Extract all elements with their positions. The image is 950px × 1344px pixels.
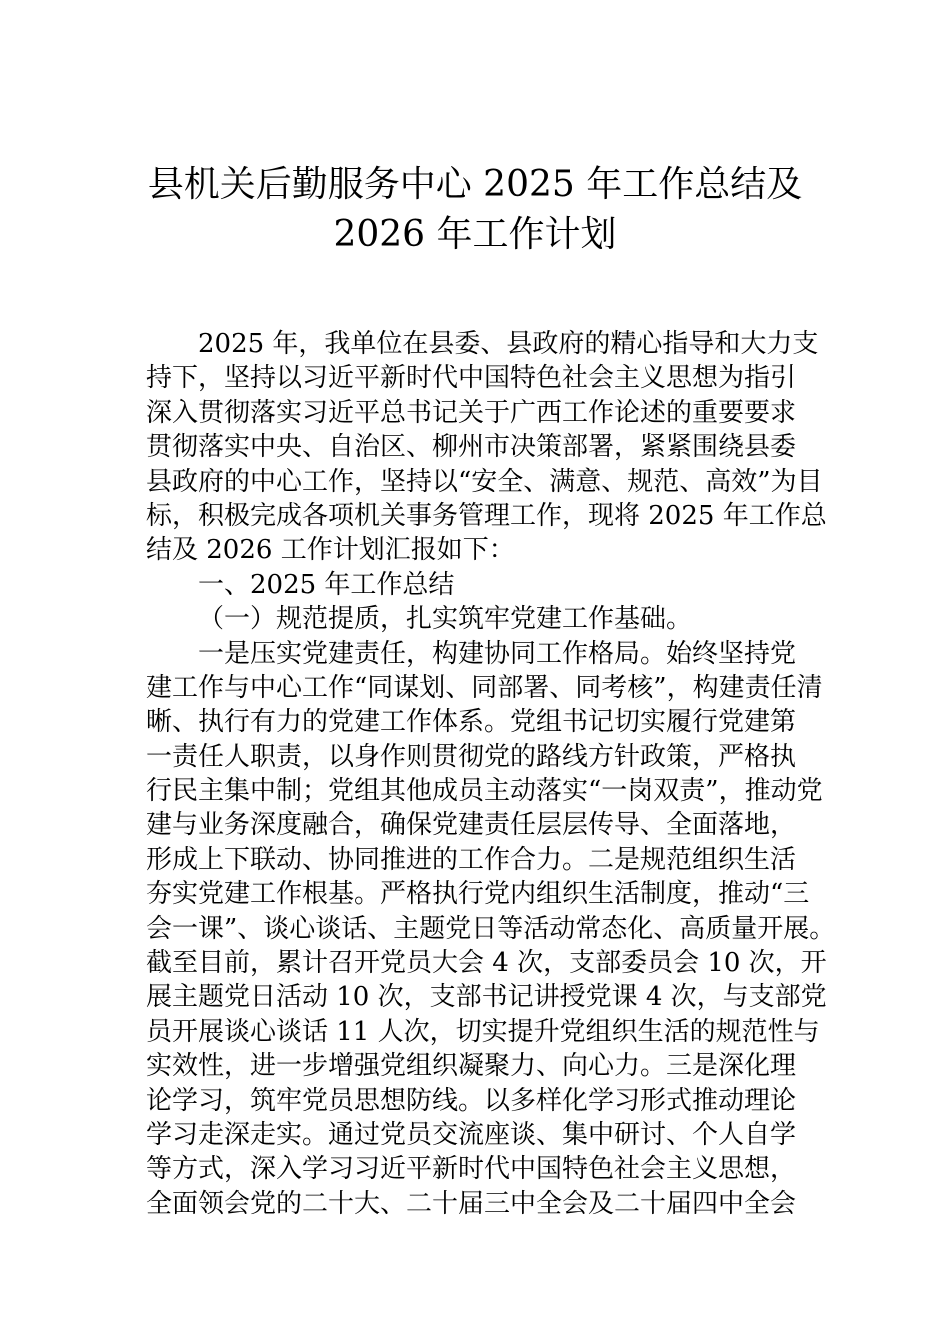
body-line: 标，积极完成各项机关事务管理工作，现将 2025 年工作总: [146, 500, 827, 531]
document-body: [146, 327, 836, 1221]
body-line: 全面领会党的二十大、二十届三中全会及二十届四中全会: [146, 1188, 797, 1219]
body-line: 建与业务深度融合，确保党建责任层层传导、全面落地，: [146, 810, 797, 841]
body-line: 建工作与中心工作“同谋划、同部署、同考核”，构建责任清: [146, 672, 823, 703]
document-title-line-2: 2026 年工作计划: [333, 214, 617, 255]
body-line: 2025 年，我单位在县委、县政府的精心指导和大力支: [198, 329, 819, 359]
body-line: 持下，坚持以习近平新时代中国特色社会主义思想为指引: [146, 363, 797, 394]
body-line: 论学习，筑牢党员思想防线。以多样化学习形式推动理论: [146, 1085, 797, 1116]
body-line: 深入贯彻落实习近平总书记关于广西工作论述的重要要求: [146, 397, 797, 428]
body-line: 一是压实党建责任，构建协同工作格局。始终坚持党: [198, 638, 797, 669]
body-line: 等方式，深入学习习近平新时代中国特色社会主义思想，: [146, 1154, 797, 1185]
body-line: 夯实党建工作根基。严格执行党内组织生活制度，推动“三: [146, 879, 810, 910]
document-title-line-1: 县机关后勤服务中心 2025 年工作总结及: [147, 164, 803, 205]
body-line: 展主题党日活动 10 次，支部书记讲授党课 4 次，与支部党: [146, 982, 827, 1013]
body-line: 贯彻落实中央、自治区、柳州市决策部署，紧紧围绕县委: [146, 432, 797, 463]
subsection-heading: （一）规范提质，扎实筑牢党建工作基础。: [198, 604, 693, 635]
body-line: 截至目前，累计召开党员大会 4 次，支部委员会 10 次，开: [146, 948, 827, 979]
body-line: 员开展谈心谈话 11 人次，切实提升党组织生活的规范性与: [146, 1016, 820, 1047]
body-line: 结及 2026 工作计划汇报如下：: [146, 535, 515, 566]
body-line: 形成上下联动、协同推进的工作合力。二是规范组织生活: [146, 844, 797, 875]
body-line: 晰、执行有力的党建工作体系。党组书记切实履行党建第: [146, 707, 797, 738]
body-line: 实效性，进一步增强党组织凝聚力、向心力。三是深化理: [146, 1051, 797, 1082]
body-line: 行民主集中制；党组其他成员主动落实“一岗双责”，推动党: [146, 776, 823, 807]
body-line: 学习走深走实。通过党员交流座谈、集中研讨、个人自学: [146, 1119, 797, 1150]
body-line: 一责任人职责，以身作则贯彻党的路线方针政策，严格执: [146, 741, 797, 772]
body-line: 县政府的中心工作，坚持以“安全、满意、规范、高效”为目: [146, 466, 823, 497]
section-heading: 一、2025 年工作总结: [198, 569, 455, 600]
body-line: 会一课”、谈心谈话、主题党日等活动常态化、高质量开展。: [146, 913, 836, 944]
